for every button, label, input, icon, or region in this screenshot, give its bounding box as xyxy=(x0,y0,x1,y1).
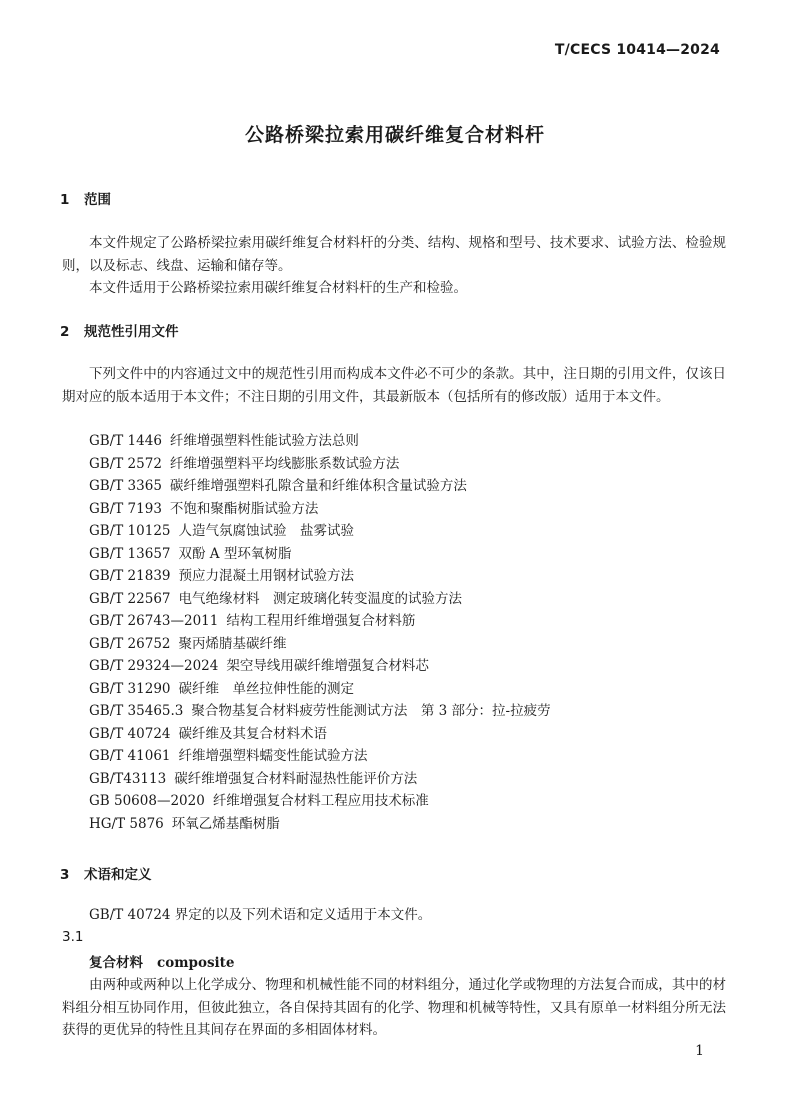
scope-paragraph-2: 本文件适用于公路桥梁拉索用碳纤维复合材料杆的生产和检验。 xyxy=(89,280,467,296)
reference-title: 人造气氛腐蚀试验 盐雾试验 xyxy=(178,523,354,539)
reference-title: 电气绝缘材料 测定玻璃化转变温度的试验方法 xyxy=(178,590,462,607)
reference-item xyxy=(89,520,551,543)
reference-title: 结构工程用纤维增强复合材料筋 xyxy=(226,613,416,629)
section-heading-scope xyxy=(60,188,111,208)
terms-intro-paragraph: GB/T 40724 界定的以及下列术语和定义适用于本文件。 xyxy=(89,907,432,923)
reference-code: GB/T43113 xyxy=(89,770,167,787)
section-heading-normative-references xyxy=(60,320,179,340)
reference-item xyxy=(89,655,551,678)
section-heading-terms-definitions xyxy=(60,863,152,883)
reference-item xyxy=(89,768,551,791)
reference-title: 预应力混凝土用钢材试验方法 xyxy=(178,568,354,584)
reference-code: GB/T 13657 xyxy=(89,545,171,562)
reference-code: GB/T 31290 xyxy=(89,680,171,697)
reference-title: 纤维增强复合材料工程应用技术标准 xyxy=(212,793,429,809)
reference-code: GB 50608—2020 xyxy=(89,793,205,809)
reference-code: GB/T 2572 xyxy=(89,455,162,472)
reference-title: 聚丙烯腈基碳纤维 xyxy=(178,635,287,652)
references-intro-paragraph: 下列文件中的内容通过文中的规范性引用而构成本文件必不可少的条款。其中，注日期的引用文件，仅该日期对应的版本适用于本文件；不注日期的引用文件，其最新版本（包括所有的修改版）适用于本文件。 xyxy=(62,366,726,405)
reference-title: 碳纤维增强塑料孔隙含量和纤维体积含量试验方法 xyxy=(169,478,467,494)
reference-item xyxy=(89,498,551,521)
reference-item xyxy=(89,453,551,476)
reference-code: GB/T 3365 xyxy=(89,478,162,494)
reference-item xyxy=(89,723,551,746)
reference-item xyxy=(89,633,551,656)
section-title: 术语和定义 xyxy=(84,867,152,883)
reference-item xyxy=(89,475,551,498)
reference-title: 聚合物基复合材料疲劳性能测试方法 第 3 部分：拉-拉疲劳 xyxy=(191,703,551,719)
section-number: 3 xyxy=(60,867,70,883)
term-english: composite xyxy=(157,955,235,971)
reference-code: GB/T 22567 xyxy=(89,590,171,607)
reference-item xyxy=(89,790,551,813)
reference-code: GB/T 35465.3 xyxy=(89,703,184,719)
reference-title: 架空导线用碳纤维增强复合材料芯 xyxy=(226,658,429,674)
reference-code: GB/T 21839 xyxy=(89,568,171,584)
section-title: 规范性引用文件 xyxy=(84,324,179,340)
standard-code: T/CECS 10414—2024 xyxy=(554,42,720,58)
reference-item xyxy=(89,813,551,836)
scope-paragraph-1: 本文件规定了公路桥梁拉索用碳纤维复合材料杆的分类、结构、规格和型号、技术要求、试验方法、检验规则，以及标志、线盘、运输和储存等。 xyxy=(62,235,726,274)
reference-item xyxy=(89,700,551,723)
term-chinese: 复合材料 xyxy=(89,955,143,971)
reference-title: 纤维增强塑料蠕变性能试验方法 xyxy=(178,748,368,764)
reference-code: GB/T 26743—2011 xyxy=(89,613,219,629)
reference-item xyxy=(89,565,551,588)
reference-code: GB/T 26752 xyxy=(89,635,171,652)
reference-item xyxy=(89,678,551,701)
reference-code: GB/T 7193 xyxy=(89,500,162,517)
reference-item xyxy=(89,543,551,566)
reference-item xyxy=(89,430,551,453)
section-number: 2 xyxy=(60,324,70,340)
reference-title: 双酚 A 型环氧树脂 xyxy=(178,545,292,562)
reference-title: 不饱和聚酯树脂试验方法 xyxy=(169,500,319,517)
reference-code: GB/T 40724 xyxy=(89,725,171,742)
section-number: 1 xyxy=(60,192,70,208)
reference-title: 碳纤维及其复合材料术语 xyxy=(178,725,327,742)
reference-code: GB/T 1446 xyxy=(89,433,162,449)
reference-title: 碳纤维 单丝拉伸性能的测定 xyxy=(178,680,354,697)
reference-code: HG/T 5876 xyxy=(89,815,164,832)
clause-number: 3.1 xyxy=(62,929,84,945)
term-entry xyxy=(89,951,235,971)
reference-title: 碳纤维增强复合材料耐湿热性能评价方法 xyxy=(174,770,418,787)
reference-title: 纤维增强塑料性能试验方法总则 xyxy=(169,433,359,449)
reference-code: GB/T 29324—2024 xyxy=(89,658,219,674)
reference-item xyxy=(89,610,551,633)
reference-item xyxy=(89,745,551,768)
page-number: 1 xyxy=(695,1043,704,1059)
reference-item xyxy=(89,588,551,611)
section-title: 范围 xyxy=(84,192,111,208)
reference-title: 环氧乙烯基酯树脂 xyxy=(171,815,280,832)
reference-title: 纤维增强塑料平均线膨胀系数试验方法 xyxy=(169,455,400,472)
reference-list xyxy=(89,430,551,835)
document-title: 公路桥梁拉索用碳纤维复合材料杆 xyxy=(244,124,545,146)
reference-code: GB/T 10125 xyxy=(89,523,171,539)
reference-code: GB/T 41061 xyxy=(89,748,171,764)
term-definition: 由两种或两种以上化学成分、物理和机械性能不同的材料组分，通过化学或物理的方法复合而成，其中的材料组分相互协同作用，但彼此独立，各自保持其固有的化学、物理和机械等特性，又具有原单一材料组分所无法获得的更优异的特性且其间存在界面的多相固体材料。 xyxy=(62,977,726,1038)
